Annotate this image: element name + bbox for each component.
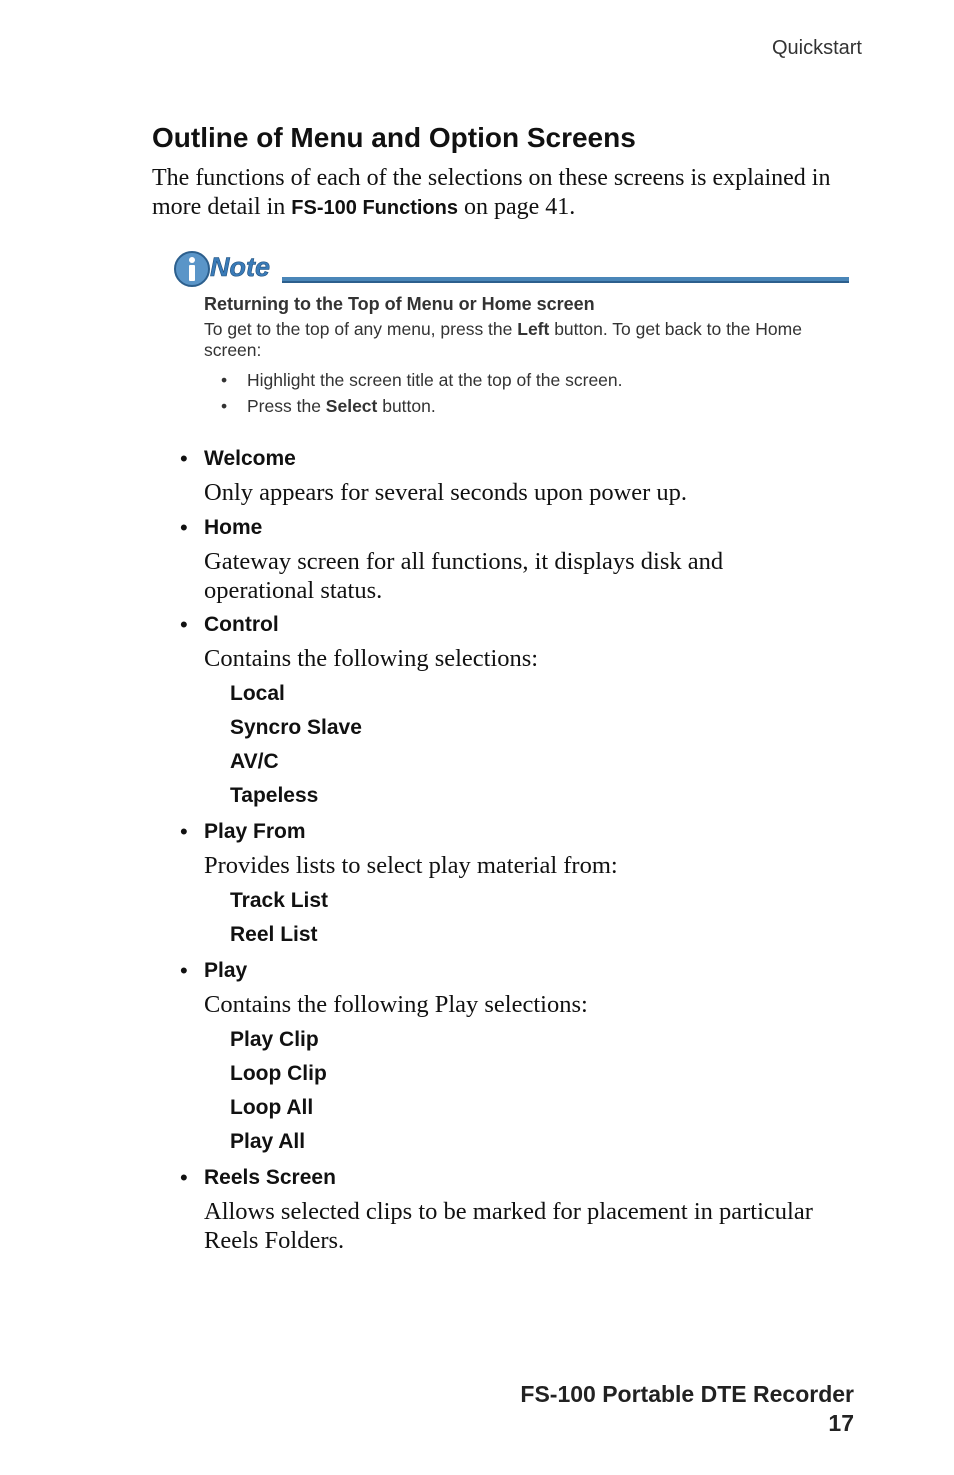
bullet-icon: •: [180, 515, 188, 540]
note-text: [204, 319, 844, 361]
list-item-play-from: [180, 817, 870, 952]
control-options: [180, 677, 870, 813]
item-label: Reels Screen: [204, 1166, 336, 1189]
note-heading: Returning to the Top of Menu or Home screen: [204, 294, 595, 314]
list-item-control: [180, 610, 870, 813]
intro-text: The functions of each of the selections on these screens is explained in more detail in: [152, 165, 831, 220]
bullet-icon: •: [180, 819, 188, 844]
option-loop-clip: Loop Clip: [230, 1062, 327, 1085]
bullet-icon: •: [180, 958, 188, 983]
note-banner: [172, 249, 850, 289]
item-description: Contains the following Play selections:: [204, 991, 588, 1018]
page-title: Outline of Menu and Option Screens: [152, 122, 636, 153]
bullet-icon: •: [180, 1165, 188, 1190]
item-description: Allows selected clips to be marked for placement in particular Reels Folders.: [204, 1198, 813, 1254]
bullet-icon: •: [180, 446, 188, 471]
intro-paragraph: [152, 164, 867, 223]
info-icon: [175, 252, 209, 286]
option-local: Local: [230, 682, 285, 705]
item-label: Control: [204, 613, 279, 636]
item-label: Welcome: [204, 447, 296, 470]
note-step: [204, 393, 844, 419]
list-item-play: [180, 956, 870, 1159]
page-footer: [520, 1380, 854, 1438]
intro-page-ref: on page 41.: [458, 194, 576, 220]
page-number: 17: [828, 1410, 854, 1436]
note-steps: [204, 367, 844, 419]
option-avc: AV/C: [230, 750, 279, 773]
bullet-icon: •: [221, 370, 228, 390]
play-options: [180, 1023, 870, 1159]
functions-reference: FS-100 Functions: [291, 197, 458, 219]
left-button-ref: Left: [517, 319, 550, 339]
list-item-home: [180, 513, 870, 605]
play-from-options: [180, 884, 870, 952]
option-syncro-slave: Syncro Slave: [230, 716, 362, 739]
bullet-icon: •: [180, 612, 188, 637]
item-description: Provides lists to select play material from:: [204, 852, 618, 879]
note-step-text: button.: [377, 396, 436, 416]
option-play-all: Play All: [230, 1130, 306, 1153]
option-track-list: Track List: [230, 889, 329, 912]
note-body: [204, 294, 844, 419]
running-header: Quickstart: [771, 37, 862, 59]
option-tapeless: Tapeless: [230, 784, 319, 807]
item-label: Home: [204, 516, 263, 539]
bullet-icon: •: [221, 396, 228, 416]
note-step-text: Press the: [247, 396, 326, 416]
note-step: [204, 367, 844, 393]
item-description: Only appears for several seconds upon power up.: [204, 479, 688, 506]
note-banner-rule-shadow: [282, 281, 849, 283]
item-description: Gateway screen for all functions, it displays disk and operational status.: [204, 548, 724, 604]
note-step-text: Highlight the screen title at the top of the screen.: [247, 370, 623, 390]
note-text-part: To get to the top of any menu, press the: [204, 319, 518, 339]
item-description: Contains the following selections:: [204, 645, 539, 672]
item-label: Play From: [204, 820, 306, 843]
list-item-welcome: [180, 444, 870, 507]
note-banner-label: Note: [210, 252, 270, 282]
menu-screen-list: [180, 444, 870, 1255]
note-banner-rule: [282, 277, 849, 281]
note-text-part: button. To get back to the Home screen:: [204, 319, 802, 360]
select-button-ref: Select: [325, 396, 378, 416]
option-loop-all: Loop All: [230, 1096, 314, 1119]
item-label: Play: [204, 959, 248, 982]
option-play-clip: Play Clip: [230, 1028, 319, 1051]
list-item-reels-screen: [180, 1163, 870, 1255]
option-reel-list: Reel List: [230, 923, 318, 946]
product-name: FS-100 Portable DTE Recorder: [520, 1381, 854, 1407]
